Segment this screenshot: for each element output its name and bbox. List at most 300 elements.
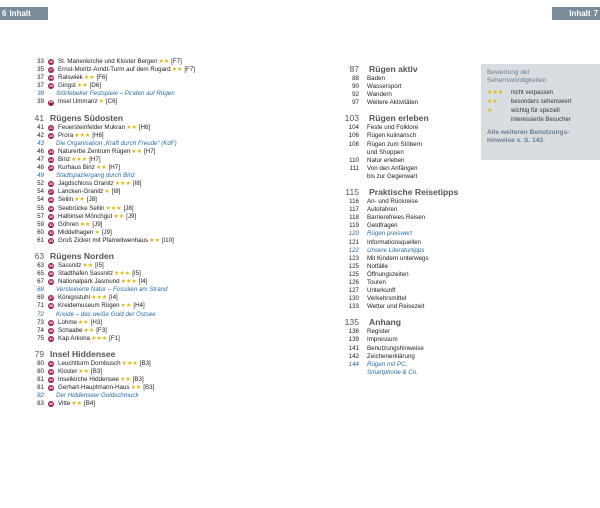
toc-entry[interactable]	[30, 164, 255, 172]
entry-text: St. Marienkirche und Kloster Bergen	[58, 58, 158, 65]
entry-page: 65	[37, 270, 44, 278]
entry-text: Der Hiddenseer Goldschmuck	[56, 392, 139, 400]
legend-text: besonders sehenswert	[511, 98, 572, 105]
toc-entry[interactable]	[337, 295, 477, 303]
entry-page: 119	[349, 222, 359, 230]
entry-page: 121	[348, 238, 359, 246]
sight-number-badge: 43	[49, 370, 53, 374]
toc-entry[interactable]	[30, 66, 255, 74]
entry-page: 52	[37, 180, 44, 188]
star-icon: ★★	[95, 165, 107, 172]
entry-page: 136	[348, 328, 359, 336]
toc-entry[interactable]	[30, 360, 255, 368]
entry-page: 37	[37, 74, 44, 82]
sight-number-badge: 18	[49, 76, 53, 81]
entry-page: 125	[348, 270, 359, 278]
entry-page: 117	[349, 206, 359, 214]
section-page: 41	[34, 112, 44, 123]
star-icon: ★★	[82, 262, 94, 269]
section-heading	[30, 113, 255, 124]
toc-entry[interactable]	[30, 58, 255, 66]
page-header-left	[0, 7, 48, 20]
star-icon: ★★	[171, 67, 183, 74]
header-title-right: Inhalt	[569, 9, 591, 18]
star-icon: ★★	[120, 303, 132, 310]
map-grid-ref: [B3]	[143, 384, 155, 392]
star-icon: ★	[98, 99, 104, 106]
toc-entry[interactable]	[337, 214, 477, 222]
map-grid-ref: [I8]	[111, 188, 121, 196]
header-title-left: Inhalt	[9, 9, 31, 18]
sight-number-badge: 22	[49, 133, 53, 138]
toc-entry[interactable]	[30, 262, 255, 270]
entry-page: 133	[348, 303, 359, 311]
sight-number-badge: 37	[49, 296, 53, 301]
toc-entry[interactable]	[337, 91, 477, 99]
entry-page: 67	[37, 278, 44, 286]
entry-text: Kreidemuseum Rügen	[58, 302, 120, 310]
entry-page: 59	[37, 220, 44, 228]
section-title: Rügens Norden	[50, 250, 114, 261]
map-grid-ref: [J8]	[123, 204, 134, 212]
toc-entry[interactable]	[337, 255, 477, 263]
toc-entry[interactable]	[30, 221, 255, 229]
map-grid-ref: [H7]	[108, 164, 120, 172]
map-grid-ref: [I5]	[132, 270, 141, 278]
section-page: 87	[349, 64, 359, 74]
section-heading	[337, 317, 477, 328]
entry-page: 35	[37, 66, 44, 74]
toc-entry[interactable]	[337, 336, 477, 344]
toc-entry[interactable]	[337, 287, 477, 295]
entry-page: 120	[348, 230, 359, 238]
entry-page: 74	[37, 326, 44, 334]
star-icon: ★★	[158, 59, 170, 65]
star-icon: ★★	[130, 385, 142, 392]
entry-text: Leuchtturm Dornbusch	[58, 359, 121, 367]
star-icon: ★★★	[91, 335, 108, 342]
entry-page: 81	[37, 376, 44, 384]
map-grid-ref: [B3]	[139, 359, 151, 367]
toc-right-column	[337, 58, 477, 377]
page-header-right	[552, 7, 600, 20]
entry-text: Unsere Literaturtipps	[367, 246, 425, 254]
sight-number-badge: 19	[49, 84, 53, 89]
toc-entry[interactable]	[30, 132, 255, 140]
sight-number-badge: 41	[49, 336, 53, 341]
entry-text: Rügen mit PC,	[367, 360, 408, 368]
entry-text: Seebrücke Sellin	[58, 204, 105, 212]
toc-entry[interactable]	[337, 141, 477, 149]
star-icon: ★★★	[121, 360, 138, 367]
star-icon: ★★★	[120, 279, 137, 286]
sight-number-badge: 46	[49, 402, 53, 407]
star-icon: ★★	[79, 221, 91, 228]
map-grid-ref: [H7]	[89, 155, 101, 163]
entry-page: 104	[348, 124, 359, 132]
sight-number-badge: 25	[49, 166, 53, 171]
toc-entry[interactable]	[337, 165, 477, 173]
toc-entry[interactable]	[30, 319, 255, 327]
entry-page: 63	[37, 261, 44, 269]
entry-page: 142	[348, 352, 359, 360]
toc-entry[interactable]	[30, 213, 255, 221]
entry-text: Middelhagen	[58, 228, 94, 236]
star-icon: ★★★	[74, 132, 91, 139]
star-icon: ★★★	[114, 271, 131, 278]
entry-page: 71	[37, 302, 44, 310]
sight-number-badge: 45	[49, 386, 53, 391]
toc-entry[interactable]	[30, 148, 255, 156]
toc-entry[interactable]	[30, 368, 255, 376]
entry-page: 54	[37, 196, 44, 204]
toc-entry[interactable]	[30, 180, 255, 188]
section-heading	[30, 349, 255, 360]
entry-text: Touren	[367, 278, 386, 286]
toc-entry[interactable]	[30, 302, 255, 310]
toc-entry[interactable]	[337, 75, 477, 83]
sight-number-badge: 29	[49, 206, 53, 211]
entry-page: 92	[352, 91, 359, 99]
toc-entry[interactable]	[30, 270, 255, 278]
toc-entry[interactable]	[30, 82, 255, 90]
entry-page: 126	[348, 278, 359, 286]
entry-text: Rügen preiswert	[367, 230, 413, 238]
entry-text: Insel Ummanz	[58, 98, 98, 106]
sight-number-badge: 32	[49, 230, 53, 235]
entry-page: 90	[352, 83, 359, 91]
entry-text: Stadtspaziergang durch Binz	[56, 172, 136, 180]
sight-number-badge: 28	[49, 198, 53, 203]
star-icon: ★★	[76, 83, 88, 90]
map-grid-ref: [I4]	[138, 278, 148, 286]
map-grid-ref: [F1]	[109, 334, 120, 342]
star-icon: ★	[94, 229, 100, 236]
entry-text: Lancken-Granitz	[58, 188, 104, 196]
section-page: 135	[344, 317, 359, 328]
toc-entry[interactable]	[30, 196, 255, 204]
section-title: Insel Hiddensee	[50, 348, 116, 359]
entry-text: Register	[367, 328, 391, 336]
map-grid-ref: [J9]	[92, 220, 103, 228]
section-title: Praktische Reisetipps	[369, 187, 459, 198]
section-heading	[337, 64, 477, 75]
toc-entry[interactable]	[337, 345, 477, 353]
star-icon: ★★	[487, 99, 498, 105]
entry-page: 33	[37, 58, 44, 65]
map-grid-ref: [H3]	[90, 318, 103, 326]
entry-text: Kurhaus Binz	[58, 164, 95, 172]
entry-text: Naturerbe Zentrum Rügen	[58, 147, 131, 155]
page-number-right: 7	[593, 9, 598, 18]
entry-page: 39	[37, 98, 44, 106]
entry-text: Kap Arkona	[58, 334, 90, 342]
toc-feature-entry[interactable]	[30, 140, 255, 148]
toc-entry[interactable]	[30, 237, 255, 245]
entry-page: 123	[348, 254, 359, 262]
toc-entry[interactable]	[337, 83, 477, 91]
toc-entry[interactable]	[30, 188, 255, 196]
entry-page: 73	[37, 318, 44, 326]
entry-text: Sellin	[58, 196, 74, 204]
map-grid-ref: [F6]	[96, 74, 108, 82]
sight-number-badge: 44	[49, 378, 53, 383]
entry-page: 125	[348, 262, 359, 270]
star-icon: ★★	[71, 401, 83, 408]
sight-number-badge: 36	[49, 280, 53, 285]
entry-page: 38	[37, 90, 44, 98]
toc-feature-entry[interactable]	[337, 247, 477, 255]
map-grid-ref: [F7]	[184, 66, 195, 74]
map-grid-ref: [H4]	[133, 302, 145, 310]
entry-page: 49	[37, 172, 44, 180]
section-page: 63	[34, 250, 44, 261]
sight-number-badge: 35	[49, 272, 53, 277]
page-number-left: 6	[2, 9, 7, 18]
section-heading	[30, 251, 255, 262]
section-page: 79	[34, 348, 44, 359]
entry-text: Inselkirche Hiddensee	[58, 376, 119, 384]
star-icon: ★★	[77, 319, 89, 326]
sight-number-badge: 23	[49, 149, 53, 154]
entry-text: Informationsquellen	[367, 238, 422, 246]
entry-page: 110	[349, 156, 359, 164]
entry-page: 72	[37, 310, 44, 318]
entry-text: Zeichenerklärung	[367, 352, 415, 360]
map-grid-ref: [H6]	[92, 131, 104, 139]
star-icon: ★★	[119, 377, 131, 384]
entry-page: 61	[37, 236, 44, 244]
map-grid-ref: [H7]	[144, 147, 156, 155]
toc-entry[interactable]	[337, 132, 477, 140]
star-icon: ★★★	[487, 90, 504, 96]
entry-page: 116	[349, 198, 359, 206]
toc-feature-entry[interactable]	[337, 369, 477, 377]
section-page: 115	[345, 187, 359, 198]
entry-text: Wassersport	[367, 83, 402, 91]
entry-page: 81	[37, 384, 44, 392]
star-icon: ★★	[83, 75, 95, 82]
toc-entry[interactable]	[30, 384, 255, 392]
entry-text: Kreide – das weiße Gold der Ostsee	[56, 310, 156, 318]
entry-text: bis zur Gegenwart	[367, 172, 418, 180]
toc-entry[interactable]	[337, 353, 477, 361]
toc-entry[interactable]	[30, 327, 255, 335]
toc-entry[interactable]	[337, 99, 477, 107]
entry-page: 111	[349, 164, 359, 172]
toc-entry[interactable]	[30, 278, 255, 286]
toc-entry[interactable]	[337, 279, 477, 287]
entry-text: Mit Kindern unterwegs	[367, 254, 429, 262]
entry-page: 97	[352, 99, 359, 107]
entry-text: Schaabe	[58, 326, 83, 334]
entry-page: 69	[37, 294, 44, 302]
star-icon: ★★★	[91, 295, 108, 302]
entry-text: Versteinerte Natur – Fossilien am Strand	[56, 286, 168, 294]
rating-legend-box	[481, 64, 600, 160]
entry-text: An- und Rückreise	[367, 198, 418, 206]
legend-row	[487, 106, 594, 115]
entry-page: 42	[37, 131, 44, 139]
entry-page: 60	[37, 228, 44, 236]
sight-number-badge: 30	[49, 214, 53, 219]
entry-text: Öffnungszeiten	[367, 270, 409, 278]
toc-entry[interactable]	[337, 124, 477, 132]
entry-page: 127	[348, 287, 359, 295]
toc-entry[interactable]	[337, 206, 477, 214]
entry-text: Nationalpark Jasmund	[58, 278, 120, 286]
toc-entry[interactable]	[337, 263, 477, 271]
toc-feature-entry[interactable]	[30, 392, 255, 400]
legend-text: wichtig für speziell	[511, 107, 560, 114]
entry-page: 88	[352, 75, 359, 82]
toc-left-column	[30, 58, 255, 408]
legend-text: interessierte Besucher	[511, 116, 571, 123]
entry-text: Königsstuhl	[58, 294, 90, 302]
entry-text: Unterkunft	[367, 287, 396, 295]
toc-feature-entry[interactable]	[30, 172, 255, 180]
entry-page: 139	[348, 336, 359, 344]
legend-row	[487, 88, 594, 97]
entry-text: Feuersteinfelder Mukran	[58, 123, 126, 131]
toc-entry[interactable]	[30, 124, 255, 132]
legend-title: Bewertung der	[487, 69, 530, 76]
entry-page: 80	[37, 359, 44, 367]
map-grid-ref: [I5]	[95, 261, 104, 269]
legend-row	[487, 115, 594, 124]
legend-title-2: Sehenswürdigkeiten	[487, 77, 547, 84]
entry-text: Rügen zum Stöbern	[367, 140, 423, 148]
entry-text: Prora	[58, 131, 74, 139]
toc-feature-entry[interactable]	[30, 286, 255, 294]
star-icon: ★★	[83, 327, 95, 334]
star-icon: ★★	[113, 213, 125, 220]
toc-entry[interactable]	[30, 156, 255, 164]
star-icon: ★★	[78, 369, 90, 375]
entry-text: Barrierefreies Reisen	[367, 214, 426, 222]
entry-page: 43	[37, 139, 44, 147]
section-title: Rügen erleben	[369, 113, 429, 124]
legend-text: nicht verpassen	[511, 89, 554, 96]
section-title: Rügen aktiv	[369, 64, 418, 74]
entry-page: 48	[37, 164, 44, 172]
toc-entry[interactable]	[337, 271, 477, 279]
map-grid-ref: [C6]	[105, 98, 118, 106]
entry-text: und Shoppen	[367, 148, 404, 156]
sight-number-badge: 21	[49, 125, 53, 130]
legend-row	[487, 97, 594, 106]
entry-text: Groß Zicker mit Pfarrwitwenhaus	[58, 236, 149, 244]
toc-entry[interactable]	[337, 222, 477, 230]
legend-note: Alle weiteren Benutzungs-	[487, 129, 570, 136]
entry-text: Wetter und Reisezeit	[367, 303, 425, 311]
entry-text: Die Organisation „Kraft durch Freude“ (KdF)	[56, 139, 177, 147]
map-grid-ref: [F3]	[96, 326, 107, 334]
entry-text: Natur erleben	[367, 156, 405, 164]
entry-text: Weitere Aktivitäten	[367, 99, 419, 107]
star-icon: ★★	[126, 124, 137, 131]
entry-page: 68	[37, 286, 44, 294]
toc-entry[interactable]	[337, 239, 477, 247]
entry-text: Benutzungshinweise	[367, 344, 424, 352]
sight-number-badge: 26	[49, 182, 53, 187]
sight-number-badge: 20	[49, 100, 53, 105]
toc-feature-entry[interactable]	[30, 311, 255, 319]
entry-page: 144	[348, 360, 359, 368]
entry-page: 57	[37, 212, 44, 220]
star-icon: ★★	[149, 237, 160, 244]
toc-entry[interactable]	[337, 173, 477, 181]
sight-number-badge: 31	[49, 222, 53, 227]
toc-entry[interactable]	[30, 376, 255, 384]
entry-page: 80	[37, 368, 44, 375]
toc-entry[interactable]	[337, 303, 477, 311]
map-grid-ref: [F7]	[171, 58, 182, 65]
entry-page: 141	[348, 344, 359, 352]
entry-text: Ralswiek	[58, 74, 83, 82]
toc-feature-entry[interactable]	[337, 230, 477, 238]
toc-feature-entry[interactable]	[337, 361, 477, 369]
toc-entry[interactable]	[30, 335, 255, 343]
entry-page: 37	[37, 82, 44, 90]
toc-entry[interactable]	[337, 198, 477, 206]
entry-text: Vitte	[58, 400, 71, 408]
entry-text: Baden	[367, 75, 385, 82]
legend-note-2: hinweise s. S. 143.	[487, 137, 545, 144]
map-grid-ref: [J8]	[86, 196, 97, 204]
entry-page: 122	[348, 246, 359, 254]
toc-entry[interactable]	[30, 229, 255, 237]
section-heading	[337, 113, 477, 124]
entry-page: 47	[37, 155, 44, 163]
toc-feature-entry[interactable]	[30, 90, 255, 98]
entry-text: Lohme	[58, 318, 77, 326]
star-icon: ★★	[131, 148, 142, 155]
entry-page: 75	[37, 334, 44, 342]
map-grid-ref: [J9]	[126, 212, 137, 220]
entry-text: Störtebeker Festspiele – Piraten auf Rügen	[56, 90, 175, 98]
toc-entry[interactable]	[337, 328, 477, 336]
toc-entry[interactable]	[30, 294, 255, 302]
entry-page: 83	[37, 400, 44, 408]
sight-number-badge: 33	[49, 238, 53, 243]
toc-entry[interactable]	[30, 98, 255, 106]
sight-number-badge: 27	[49, 190, 53, 195]
entry-text: Gerhart-Hauptmann-Haus	[58, 384, 130, 392]
star-icon: ★	[487, 108, 493, 114]
entry-text: Autofahren	[367, 206, 398, 214]
section-title: Rügens Südosten	[50, 112, 124, 123]
toc-entry[interactable]	[337, 149, 477, 157]
sight-number-badge: 24	[49, 157, 53, 162]
toc-entry[interactable]	[337, 157, 477, 165]
sight-number-badge: 39	[49, 320, 53, 325]
map-grid-ref: [I8]	[132, 180, 142, 188]
map-grid-ref: [H6]	[138, 123, 151, 131]
entry-text: Ernst-Moritz-Arndt-Turm auf dem Rugard	[58, 66, 171, 74]
toc-entry[interactable]	[30, 74, 255, 82]
entry-text: Notfälle	[367, 262, 388, 270]
entry-text: Smartphone & Co.	[367, 368, 418, 376]
toc-entry[interactable]	[30, 400, 255, 408]
toc-entry[interactable]	[30, 205, 255, 213]
section-title: Anhang	[369, 317, 401, 328]
entry-text: Impressum	[367, 336, 398, 344]
entry-text: Geldfragen	[367, 222, 398, 230]
map-grid-ref: [B4]	[84, 400, 96, 408]
star-icon: ★★★	[105, 205, 122, 212]
entry-page: 55	[37, 204, 44, 212]
